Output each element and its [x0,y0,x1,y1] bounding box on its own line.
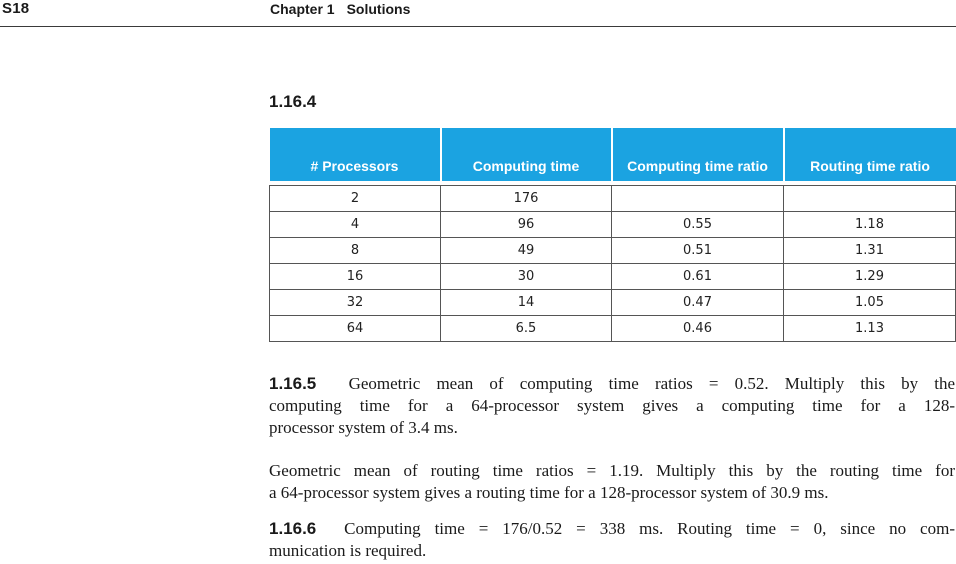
table-cell: 0.51 [612,237,784,263]
table-row [270,289,956,315]
answer-1-16-6-paragraph [269,518,955,562]
table-cell: 1.31 [784,237,956,263]
table-cell [784,185,956,211]
table-cell: 0.46 [612,315,784,341]
table-cell: 6.5 [441,315,612,341]
table-cell: 49 [441,237,612,263]
text-span: Geometric mean of computing time ratios = 0.52. Multiply this by the [348,374,956,393]
processor-timing-table [269,128,956,342]
text-line: Geometric mean of routing time ratios = 1.19. Multiply this by the routing time for [269,461,955,480]
running-header [0,0,956,28]
text-line [269,373,955,395]
table-cell: 32 [270,289,441,315]
table-header-row [270,128,956,181]
table-row [270,211,956,237]
section-label-1-16-6: 1.16.6 [269,519,317,538]
chapter-title: Solutions [346,1,411,17]
answer-1-16-5-paragraph-2 [269,460,955,504]
table-cell: 0.55 [612,211,784,237]
header-rule [0,26,956,27]
table-cell: 16 [270,263,441,289]
table-cell: 0.61 [612,263,784,289]
section-heading-1-16-4: 1.16.4 [269,92,317,111]
text-line: munication is required. [269,541,427,560]
table-row [270,237,956,263]
page-number: S18 [2,0,30,17]
table-cell: 8 [270,237,441,263]
table-cell [612,185,784,211]
table-cell: 14 [441,289,612,315]
table-cell: 1.05 [784,289,956,315]
table-row [270,185,956,211]
table-cell: 0.47 [612,289,784,315]
table-row [270,263,956,289]
chapter-label: Chapter 1 [270,1,335,17]
table-cell: 30 [441,263,612,289]
table-cell: 176 [441,185,612,211]
table-cell: 4 [270,211,441,237]
column-header: # Processors [270,128,441,181]
table-cell: 1.13 [784,315,956,341]
answer-1-16-5-paragraph-1 [269,373,955,439]
text-line: computing time for a 64-processor system gives a computing time for a 128- [269,396,955,415]
table-cell: 2 [270,185,441,211]
section-label-1-16-5: 1.16.5 [269,374,317,393]
column-header: Computing time ratio [612,128,784,181]
text-span: Computing time = 176/0.52 = 338 ms. Routing time = 0, since no com- [344,519,955,538]
table-row [270,315,956,341]
table-cell: 64 [270,315,441,341]
table-cell: 1.18 [784,211,956,237]
table-cell: 1.29 [784,263,956,289]
text-line: processor system of 3.4 ms. [269,418,458,437]
text-line [269,518,955,540]
chapter-heading [270,1,410,17]
column-header: Routing time ratio [784,128,956,181]
column-header: Computing time [441,128,612,181]
table-cell: 96 [441,211,612,237]
text-line: a 64-processor system gives a routing time for a 128-processor system of 30.9 ms. [269,483,829,502]
